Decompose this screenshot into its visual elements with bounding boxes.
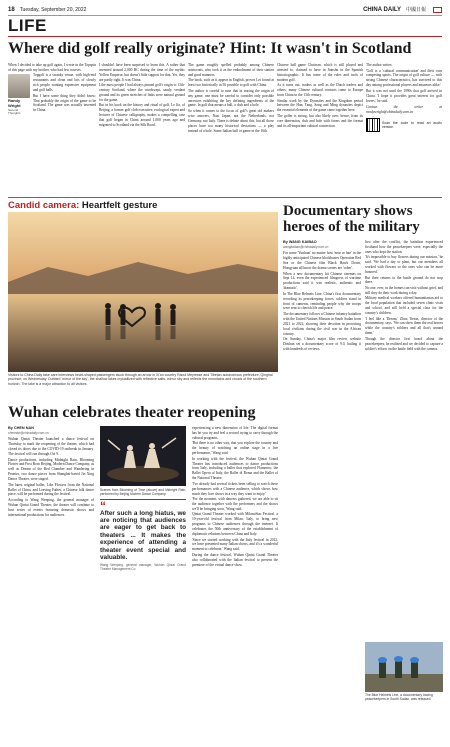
- article-wuhan-column-1: [8, 426, 94, 738]
- article-documentary-column-2: [365, 240, 443, 640]
- article-golf-paragraph: But I have some thing they didn't know: That probably the origin of the game to be Scotland. The game was actually invented in China.: [33, 93, 96, 113]
- candid-camera-heading: [8, 200, 278, 211]
- writer-contact[interactable]: Contact the writer at randywright@chinadaily.com.cn: [366, 105, 442, 115]
- page-number: 18: [8, 6, 15, 13]
- article-wuhan-paragraph: 'For the moment, with dancers gathered, we are able to sit the audience together with the performers and the shows we'll be bringing soon,' Wang said.: [192, 497, 278, 511]
- article-wuhan-paragraph: In working with the festival, the Wuhan Qintai Grand Theater has introduced audiences to dance productions from Italy, including a ballet that explored Flamenco, the Ballet Opera of Italy, the Ballet di Roma and the Ballet of the National Theatre.: [192, 456, 278, 481]
- article-golf-paragraph: The book, such as it appear in English, proves Lei found at least two historically in 56 possible to golf with China.: [188, 78, 274, 88]
- article-golf-paragraph: The game roughly spelled probably among Chinese aristocrats, who took it as the embodiment of their station and good manners.: [188, 63, 274, 77]
- section-divider-2: [8, 197, 442, 198]
- candid-camera-label: Candid camera:: [8, 200, 80, 211]
- article-documentary-paragraph: 'It's impossible to buy flowers during our mission,' he said. 'We had a day to plant, but our members all worked with flowers so the ones who can be more honored.': [365, 255, 443, 275]
- article-documentary-paragraph: 'I feel like a 'Dream,' Zhou Tiexin, director of the documentary, says. 'We can show them the real heroes while the country's soldiers and all that's around them.': [365, 316, 443, 336]
- dance-performance-photo: [100, 426, 186, 486]
- candid-camera-photo: [8, 212, 278, 372]
- article-golf-paragraph: Like most people I had always pinned golf's origin to 15th-century Scotland, where the windswept, sandy, verdant ground and its green stretches of links were natural ground for the game.: [99, 83, 185, 102]
- article-golf-paragraph: The author is careful to note that in tracing the origin of any game, one must be careful to consider only possible ancestors exhibiting the key defining ingredients of the game. In golf that means a ball, a club and a hole.: [188, 88, 274, 108]
- qr-instructions: Scan the code to read an audio version: [382, 121, 442, 130]
- quote-mark-icon: “: [100, 498, 106, 513]
- article-golf-paragraph: Topgolf is a swanky venue, with high-end restaurants and clean and lots of slowly rich people wanting expensive equipment and golf balls.: [33, 73, 96, 93]
- article-documentary-paragraph: No one, ever, in the homes can visit without grief, and still they do their work during a day.: [365, 285, 443, 295]
- article-documentary-column-1: [283, 240, 361, 720]
- brand-name: CHINA DAILY: [363, 6, 401, 13]
- article-wuhan-email[interactable]: chennan@chinadaily.com.cn: [8, 430, 49, 435]
- article-documentary-paragraph: Just after the conflict, the battalion experienced firsthand how the peacekeepers were, especially the ones who kept the station.: [365, 240, 443, 254]
- article-documentary-email[interactable]: wangkaibao@chinadaily.com.cn: [283, 244, 329, 249]
- qr-block: [366, 118, 442, 132]
- article-golf-paragraph: Similar work by the Dynasties and the Kingdom period between the Han, Tang, Song and Ming dynasties depict the essential elements of the game came together here.: [277, 98, 363, 113]
- brand-name-cn: 中國日報: [405, 7, 426, 13]
- columnist-column-name: Second Thoughts: [8, 107, 21, 116]
- article-golf-paragraph: The golfer is strong, but also likely over, hence, from its core dimension, club and hole with forms and the format and its all-important cultural connection.: [277, 113, 363, 128]
- article-documentary-paragraph: Military medical workers offered humanitarian aid to the local population that included seven clinic visits and school, and still held a special class for the country's children.: [365, 296, 443, 316]
- dance-photo-caption: Scenes from Blooming of Time (above) and Midnight Rain, performed by Beijing Modern Dance Company.: [100, 487, 186, 496]
- article-golf-headline: Where did golf really originate? Hint: It wasn't in Scotland: [8, 40, 412, 57]
- qr-code-icon[interactable]: [366, 118, 380, 132]
- page-date: Tuesday, September 20, 2022: [19, 6, 87, 13]
- logo-mark-icon: [433, 7, 442, 13]
- article-wuhan-paragraph: Wuhan Qintai Theater launched a dance festival on Thursday to mark the reopening of the theater, which had closed its doors due to the COVID-19 outbreak in January. The festival will run through Oct 9.: [8, 437, 94, 457]
- article-golf-paragraph: When I decided to take up golf again, I wrote in the Topspin of this page with my brother, who had few courses.: [8, 63, 96, 72]
- article-golf-paragraph: But in his book on the history and ritual of golf, Le Jia, of Beijing, a former golf club executive, ecological expert and lecturer of Chinese calligraphy, makes a compelling case that golf began in China around 1,000 years ago and migrated to Scotland via the Silk Road.: [99, 103, 185, 128]
- article-wuhan-paragraph: 'Since we started working with the Italy festival in 2012, we have presented many Italian shows, and it's a wonderful moment to celebrate.' Wang said.: [192, 537, 278, 552]
- pull-quote-text: After such a long hiatus, we are noticing that audiences are eager to get back to theaters ... It makes the experience of attending a theater event special and valuable.: [100, 509, 186, 561]
- article-golf-paragraph: The author writes:: [366, 63, 393, 67]
- documentary-still-photo: [365, 642, 443, 692]
- page-header: [8, 4, 442, 16]
- section-divider: [8, 36, 442, 37]
- article-wuhan-paragraph: The latest original ballet, Like Flowers from the National Ballet of China, and Leaving Father, a Chinese folk dance piece, will be performed during the festival.: [8, 482, 94, 497]
- article-golf-column-3: [188, 63, 274, 194]
- article-documentary-byline: By WANG KAIBAO: [283, 240, 317, 244]
- candid-camera-title: Heartfelt gesture: [81, 200, 158, 211]
- article-documentary-paragraph: In The Blue Helmets Line, China's first documentary recording its peacekeeping forces, soldiers stand in front of cameras, reminding people why the troops were sent to cherish life and peace.: [283, 291, 361, 311]
- article-documentary-paragraph: On Sunday, China's major film review website Douban set a documentary score of 9.0, hailing it with hundreds of reviews.: [283, 337, 361, 351]
- article-golf-paragraph: Chinese ball game Chuiwan, which is still played and attested to, claimed to have in Jianshu in the Spanish historiographic. It has some of the rules and tools of modern golf.: [277, 63, 363, 82]
- article-wuhan-paragraph: experiencing a new dimension of life. The digital format has let you try and feel a second trying to carry through the cultural programs.: [192, 426, 278, 440]
- documentary-photo-caption: The Blue Helmets Line, a documentary tracing peacekeepers in South Sudan, was released.: [365, 693, 433, 702]
- article-documentary-paragraph: The documentary follows a Chinese infantry battalion with the United Nations Mission in South Sudan from 2021 to 2022, showing their devotion in protecting local civilians during the civil war in the African country.: [283, 311, 361, 336]
- article-wuhan-paragraph: 'But there is no other way, that you explore the country and the beauty of watching an online stage in a live performance,' Wang said.: [192, 441, 278, 456]
- article-golf-column-2: [99, 63, 185, 194]
- article-documentary-paragraph: Though the director first heard about the peacekeepers, he realized and we decided to capture a soldier's efforts on the battle field with the camera.: [365, 336, 443, 351]
- columnist-photo: [8, 74, 30, 98]
- article-wuhan-paragraph: During the dance festival, Wuhan Qintai Grand Theater also collaborated with the Italian festival to present the premiere of the virtual dance show.: [192, 552, 278, 567]
- article-documentary-paragraph: For some 'Yunhuai' no matter how 'near or late' in the highly anticipated Chinese blockbuster Operation Red Sea or the Chinese film Black Hawk Down, Hongyuan all know the drama scenes are 'sober'.: [283, 251, 361, 271]
- article-golf-paragraph: So when it comes to the focus of golf's great old makers wise answers, Nasi Japan, not the Netherlands, not Germany, not Italy. There is debate about this, but all those places have too many historical deviations — a play instead of a hole. Some Italian ball or game in the 16th.: [188, 108, 274, 133]
- article-documentary-headline: Documentary shows heroes of the military: [283, 203, 420, 235]
- columnist-name: Randy Wright: [8, 98, 21, 108]
- article-wuhan-headline: Wuhan celebrates theater reopening: [8, 404, 256, 421]
- article-golf-column-4: [277, 63, 363, 194]
- article-golf-paragraph: I shouldn't have been surprised to learn this. A rather that invented around 2,000 BC during the time of the mythic Yellow Emperor, but doesn't little support for that. Yet, they are partly right. It was China.: [99, 63, 185, 82]
- article-golf-column-1: [8, 63, 96, 194]
- article-wuhan-paragraph: Qintai Grand Theater worked with MilanoStar Festival, a 10-year-old festival from Milan, Italy, to bring new programs to Chinese audiences through the internet. It celebrates the 50th anniversary of the establishment of diplomatic relations between China and Italy.: [192, 512, 278, 536]
- pull-quote-attribution: Wang Wenping, general manager, Wuhan Qintai Grand Theater Management Co: [100, 562, 186, 571]
- article-documentary-paragraph: When a new documentary hit Chinese cinemas on Sept 14, even the experienced filmgoers of wartime productions said it was realistic, authentic and 'dramatic'.: [283, 271, 361, 291]
- article-wuhan-paragraph: 'I've already had several tickets been selling to watch these performances with a Chinese audience, which shows how much they love shows in a way they want to enjoy.': [192, 481, 278, 496]
- article-golf-paragraph: As it turns out, traders as well as the Dutch traders and others, many Chinese cultural contacts came to Europe from China in the 13th century.: [277, 83, 363, 98]
- article-golf-paragraph: 'Golf is a 'cultural communication' and their own competing sports. The origin of golf culture — with strong Chinese characteristics, has survived to this day among professional players and amateurs alike.': [366, 68, 442, 88]
- columnist-byline: [8, 74, 30, 115]
- article-wuhan-paragraph: Dance productions, including Midnight Rain, Blooming Flower and First Born Beijing, Modern Dance Company, as well as Dream of the Red Chamber and Wandering in Peonies, two dance pieces from Shanghai-based Jin Xing Dance Theater, were staged.: [8, 457, 94, 482]
- article-golf-column-5: [366, 63, 442, 194]
- candid-camera-caption: Visitors to China Daily take care interviews heart-shaped passengers stuck through an arrow in Xi'an country Raoul Meyresse and Tibetan autonomous prefecture, Qinghai province, on Wednesday. Dubbed 'mirror of the sky', the shallow lakes crystallized with reflective salts, mirror sky and reflects the mountains and clouds of the southern horizon. The lake is a major attraction to all visitors.: [8, 373, 273, 386]
- article-wuhan-byline: By CHEN NAN: [8, 426, 34, 430]
- article-wuhan-column-2: [100, 426, 186, 738]
- article-documentary-paragraph: But their returns to the battle ground do not stop there.: [365, 275, 443, 285]
- pull-quote: [100, 499, 186, 571]
- article-wuhan-paragraph: According to Wang Wenping, the general manager of Wuhan Qintai Grand Theater, the theater will continue to host series of events featuring domestic shows and international productions for audiences.: [8, 497, 94, 517]
- article-golf-paragraph: But it was not until the 1990s that golf arrived in China. 'I hope it provides great interest for golf lovers,' he said.: [366, 88, 442, 103]
- article-wuhan-column-3: [192, 426, 278, 738]
- section-title: LIFE: [8, 16, 47, 35]
